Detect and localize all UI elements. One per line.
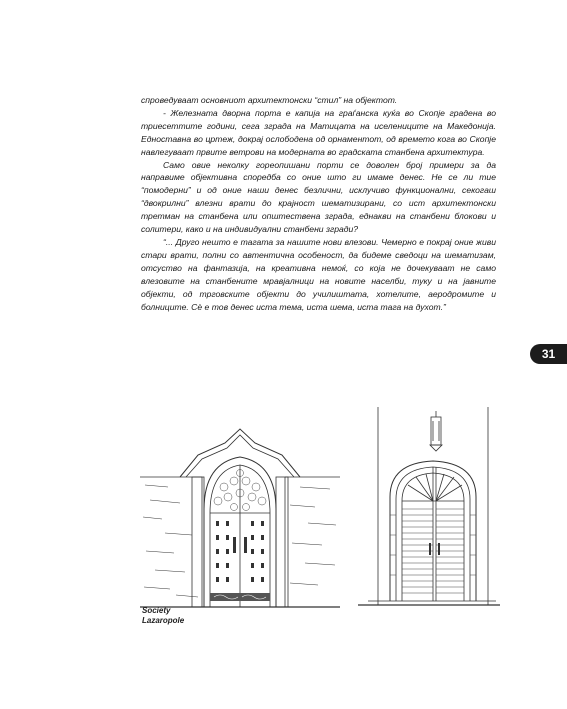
page-number-badge [530, 344, 567, 364]
iron-gate-drawing [358, 405, 500, 610]
page-number: 31 [541, 347, 556, 361]
article-text [141, 94, 496, 313]
paragraph-3: Само овие неколку гореопишани порти се доволен број примери за да направиме објективна споредба со оние што ги имаме денес. Не се ли тие “помодерни” и од оние наши денес безлични, исклучиво функционални, секогаш “двокрилни” влезни врати до крајност шематизирани, со ист архитектонски третман на станбена или општествена зграда, еднакви на станбени блокови и солитери, како и на индивидуални станбени згради? [141, 159, 496, 235]
caption-line-1: Society [142, 606, 171, 615]
paragraph-2: - Железната дворна порта е капија на граѓанска куќа во Скопје градена во триесеттите години, сега зграда на Матицата на иселениците на Македонија. Едноставна во цртеж, докрај ослободена од орнаментот, од времето кога во Скопје навлегуваат првите ветрови на модерната во градската станбена архитектура. [141, 107, 496, 157]
paragraph-1: спроведуваат основниот архитектонски “стил” на објектот. [141, 95, 398, 105]
paragraph-4: “... Друго нешто е тагата за нашите нови влезови. Чемерно е покрај оние живи стари врати, полни со автентична особеност, да бидеме сведоци на шематизам, отсуство на фантазија, на креативна немоќ, со која не дочекуваат не само влезовите на станбените мравјалници на новите населби, туку и на јавните објекти, од трговските објекти до училиштата, хотелите, аеродромите и болниците. Сè е тов денес иста тема, иста шема, иста тага на духот.” [141, 236, 496, 312]
figure-caption [142, 606, 184, 626]
ornate-arched-door-drawing [140, 425, 340, 610]
caption-line-2: Lazaropole [142, 616, 185, 625]
